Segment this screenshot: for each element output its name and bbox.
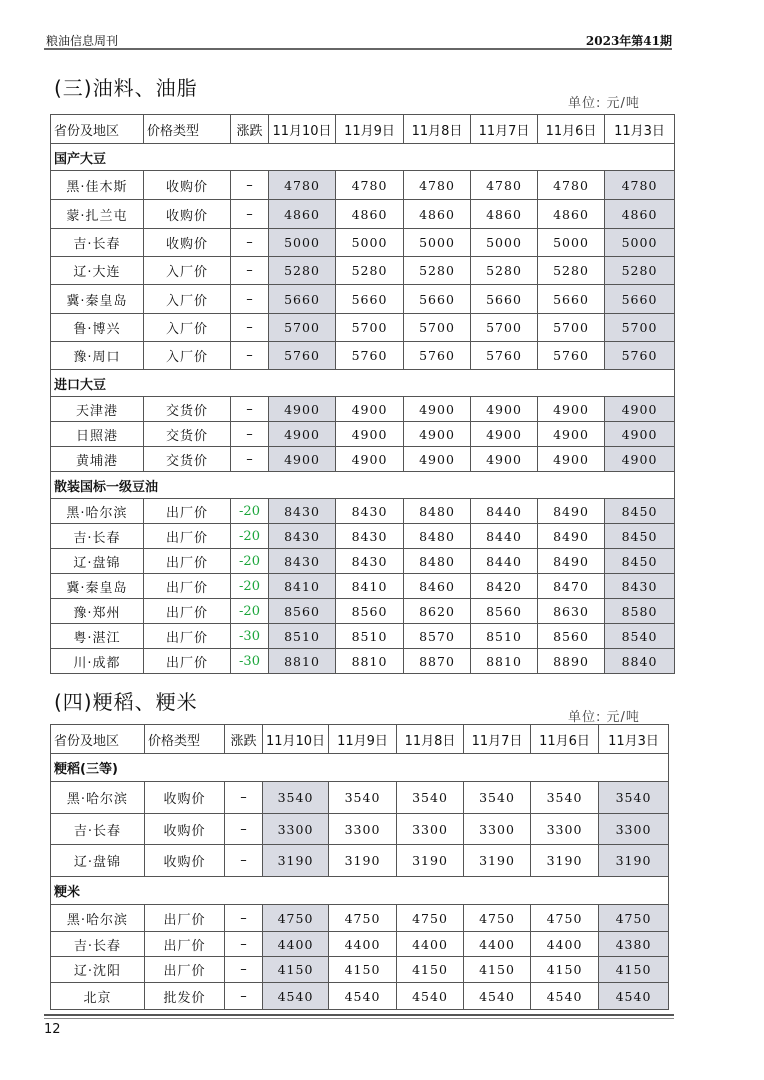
price-cell: 4400 xyxy=(531,932,599,957)
table-row xyxy=(51,574,675,599)
price-cell: 8430 xyxy=(269,549,336,574)
price-cell: 8840 xyxy=(605,649,675,674)
price-cell: 3540 xyxy=(263,782,329,814)
japonica-price-table xyxy=(50,724,669,1010)
price-cell: 3190 xyxy=(531,845,599,877)
table-row xyxy=(51,782,669,814)
price-cell: 5700 xyxy=(605,314,675,342)
table-row xyxy=(51,422,675,447)
price-cell: 3190 xyxy=(397,845,464,877)
price-cell: 4750 xyxy=(599,905,669,932)
price-cell: 4540 xyxy=(329,983,397,1010)
table-row xyxy=(51,549,675,574)
price-cell: 4780 xyxy=(404,171,471,200)
column-header: 省份及地区 xyxy=(51,115,144,144)
region-cell: 天津港 xyxy=(51,397,144,422)
price-cell: 5760 xyxy=(538,342,605,370)
price-cell: 4900 xyxy=(404,447,471,472)
oilseed-price-table xyxy=(50,114,675,674)
table-row xyxy=(51,397,675,422)
price-type-cell: 收购价 xyxy=(145,814,225,845)
price-cell: 5660 xyxy=(404,285,471,314)
column-header: 11月9日 xyxy=(336,115,404,144)
price-cell: 4150 xyxy=(397,957,464,983)
price-cell: 4150 xyxy=(263,957,329,983)
price-cell: 4380 xyxy=(599,932,669,957)
region-cell: 黑·哈尔滨 xyxy=(51,905,145,932)
region-cell: 豫·周口 xyxy=(51,342,144,370)
price-type-cell: 批发价 xyxy=(145,983,225,1010)
price-cell: 4900 xyxy=(269,422,336,447)
price-cell: 5660 xyxy=(269,285,336,314)
price-cell: 5660 xyxy=(471,285,538,314)
change-cell: – xyxy=(225,845,263,877)
price-cell: 8560 xyxy=(538,624,605,649)
price-type-cell: 入厂价 xyxy=(144,257,231,285)
change-cell: – xyxy=(231,257,269,285)
price-cell: 5280 xyxy=(269,257,336,285)
price-cell: 4750 xyxy=(263,905,329,932)
price-cell: 8440 xyxy=(471,524,538,549)
price-cell: 4900 xyxy=(538,422,605,447)
price-cell: 8450 xyxy=(605,499,675,524)
table-row xyxy=(51,649,675,674)
price-cell: 4900 xyxy=(471,422,538,447)
price-cell: 8810 xyxy=(336,649,404,674)
column-header: 价格类型 xyxy=(145,725,225,754)
price-cell: 8540 xyxy=(605,624,675,649)
price-cell: 8410 xyxy=(336,574,404,599)
price-cell: 4780 xyxy=(269,171,336,200)
price-cell: 4150 xyxy=(599,957,669,983)
price-cell: 4750 xyxy=(397,905,464,932)
price-cell: 3190 xyxy=(263,845,329,877)
table-header-row xyxy=(51,725,669,754)
change-cell: – xyxy=(225,932,263,957)
price-cell: 4860 xyxy=(269,200,336,229)
region-cell: 辽·沈阳 xyxy=(51,957,145,983)
group-label: 粳米 xyxy=(51,877,669,905)
price-cell: 5760 xyxy=(471,342,538,370)
price-cell: 5700 xyxy=(404,314,471,342)
price-cell: 5660 xyxy=(538,285,605,314)
price-cell: 8480 xyxy=(404,499,471,524)
table-row xyxy=(51,599,675,624)
region-cell: 黄埔港 xyxy=(51,447,144,472)
price-cell: 8560 xyxy=(471,599,538,624)
price-type-cell: 收购价 xyxy=(144,171,231,200)
price-cell: 4540 xyxy=(263,983,329,1010)
table-row xyxy=(51,285,675,314)
section4-title: (四)粳稻、粳米 xyxy=(54,690,198,714)
price-cell: 3300 xyxy=(531,814,599,845)
price-cell: 5700 xyxy=(269,314,336,342)
price-cell: 8870 xyxy=(404,649,471,674)
table-row xyxy=(51,342,675,370)
price-cell: 3540 xyxy=(531,782,599,814)
price-cell: 8430 xyxy=(605,574,675,599)
price-cell: 3300 xyxy=(464,814,531,845)
price-cell: 5760 xyxy=(404,342,471,370)
group-row xyxy=(51,754,669,782)
change-cell: – xyxy=(225,782,263,814)
column-header: 11月10日 xyxy=(269,115,336,144)
region-cell: 鲁·博兴 xyxy=(51,314,144,342)
change-cell: -20 xyxy=(231,549,269,574)
price-type-cell: 出厂价 xyxy=(145,957,225,983)
change-cell: – xyxy=(231,285,269,314)
price-cell: 4400 xyxy=(263,932,329,957)
footer-divider xyxy=(44,1014,674,1016)
group-row xyxy=(51,144,675,171)
price-cell: 4150 xyxy=(531,957,599,983)
table-row xyxy=(51,314,675,342)
price-cell: 5000 xyxy=(605,229,675,257)
price-cell: 5000 xyxy=(471,229,538,257)
price-cell: 4900 xyxy=(605,422,675,447)
column-header: 11月8日 xyxy=(404,115,471,144)
price-cell: 4750 xyxy=(531,905,599,932)
price-cell: 4150 xyxy=(464,957,531,983)
section3-unit: 单位: 元/吨 xyxy=(568,96,640,111)
price-cell: 8480 xyxy=(404,549,471,574)
table-row xyxy=(51,845,669,877)
price-cell: 8470 xyxy=(538,574,605,599)
change-cell: – xyxy=(231,200,269,229)
region-cell: 粤·湛江 xyxy=(51,624,144,649)
region-cell: 辽·大连 xyxy=(51,257,144,285)
price-cell: 4860 xyxy=(605,200,675,229)
price-cell: 8630 xyxy=(538,599,605,624)
column-header: 11月6日 xyxy=(531,725,599,754)
region-cell: 吉·长春 xyxy=(51,814,145,845)
price-cell: 3300 xyxy=(329,814,397,845)
column-header: 11月7日 xyxy=(471,115,538,144)
price-cell: 4400 xyxy=(397,932,464,957)
price-cell: 8510 xyxy=(269,624,336,649)
price-cell: 4540 xyxy=(464,983,531,1010)
change-cell: – xyxy=(225,814,263,845)
price-cell: 4540 xyxy=(397,983,464,1010)
group-row xyxy=(51,877,669,905)
price-cell: 4900 xyxy=(538,397,605,422)
price-cell: 4150 xyxy=(329,957,397,983)
price-cell: 8440 xyxy=(471,549,538,574)
region-cell: 冀·秦皇岛 xyxy=(51,574,144,599)
price-type-cell: 入厂价 xyxy=(144,314,231,342)
price-cell: 8430 xyxy=(336,549,404,574)
table-row xyxy=(51,932,669,957)
price-type-cell: 交货价 xyxy=(144,397,231,422)
price-cell: 8430 xyxy=(336,499,404,524)
column-header: 11月9日 xyxy=(329,725,397,754)
price-cell: 5000 xyxy=(269,229,336,257)
price-cell: 4900 xyxy=(269,397,336,422)
price-cell: 4860 xyxy=(538,200,605,229)
price-cell: 8580 xyxy=(605,599,675,624)
price-cell: 8570 xyxy=(404,624,471,649)
price-cell: 5280 xyxy=(404,257,471,285)
table-row xyxy=(51,447,675,472)
column-header: 11月6日 xyxy=(538,115,605,144)
region-cell: 吉·长春 xyxy=(51,229,144,257)
price-cell: 4540 xyxy=(599,983,669,1010)
group-label: 散装国标一级豆油 xyxy=(51,472,675,499)
price-cell: 5280 xyxy=(538,257,605,285)
price-type-cell: 收购价 xyxy=(145,845,225,877)
price-cell: 5000 xyxy=(336,229,404,257)
price-type-cell: 出厂价 xyxy=(144,524,231,549)
price-cell: 8420 xyxy=(471,574,538,599)
price-cell: 5660 xyxy=(336,285,404,314)
price-cell: 5700 xyxy=(538,314,605,342)
table-row xyxy=(51,957,669,983)
table-row xyxy=(51,229,675,257)
price-cell: 4900 xyxy=(605,447,675,472)
price-cell: 5280 xyxy=(471,257,538,285)
column-header: 价格类型 xyxy=(144,115,231,144)
region-cell: 豫·郑州 xyxy=(51,599,144,624)
change-cell: – xyxy=(231,397,269,422)
price-type-cell: 出厂价 xyxy=(144,599,231,624)
region-cell: 黑·佳木斯 xyxy=(51,171,144,200)
price-cell: 5000 xyxy=(538,229,605,257)
region-cell: 蒙·扎兰屯 xyxy=(51,200,144,229)
price-cell: 4900 xyxy=(404,422,471,447)
price-cell: 4900 xyxy=(336,422,404,447)
change-cell: – xyxy=(225,983,263,1010)
section4-unit: 单位: 元/吨 xyxy=(568,710,640,725)
price-cell: 3540 xyxy=(329,782,397,814)
price-cell: 8450 xyxy=(605,549,675,574)
price-cell: 4900 xyxy=(404,397,471,422)
change-cell: – xyxy=(225,905,263,932)
change-cell: -20 xyxy=(231,499,269,524)
price-cell: 5000 xyxy=(404,229,471,257)
price-cell: 8560 xyxy=(269,599,336,624)
price-cell: 8560 xyxy=(336,599,404,624)
region-cell: 黑·哈尔滨 xyxy=(51,499,144,524)
group-label: 粳稻(三等) xyxy=(51,754,669,782)
price-cell: 8430 xyxy=(336,524,404,549)
price-cell: 8450 xyxy=(605,524,675,549)
price-type-cell: 出厂价 xyxy=(144,549,231,574)
price-cell: 8410 xyxy=(269,574,336,599)
region-cell: 黑·哈尔滨 xyxy=(51,782,145,814)
change-cell: – xyxy=(231,342,269,370)
region-cell: 北京 xyxy=(51,983,145,1010)
table-row xyxy=(51,171,675,200)
page-number: 12 xyxy=(44,1022,61,1037)
price-cell: 3540 xyxy=(599,782,669,814)
price-cell: 5760 xyxy=(336,342,404,370)
change-cell: – xyxy=(231,314,269,342)
table-row xyxy=(51,983,669,1010)
price-cell: 4540 xyxy=(531,983,599,1010)
price-cell: 4750 xyxy=(464,905,531,932)
publication-title: 粮油信息周刊 xyxy=(46,34,119,48)
table-row xyxy=(51,499,675,524)
price-type-cell: 入厂价 xyxy=(144,342,231,370)
price-cell: 8490 xyxy=(538,499,605,524)
group-row xyxy=(51,472,675,499)
price-cell: 8810 xyxy=(471,649,538,674)
change-cell: – xyxy=(231,422,269,447)
price-type-cell: 收购价 xyxy=(144,200,231,229)
price-cell: 4780 xyxy=(471,171,538,200)
price-cell: 5660 xyxy=(605,285,675,314)
price-cell: 5760 xyxy=(605,342,675,370)
column-header: 11月3日 xyxy=(605,115,675,144)
price-type-cell: 出厂价 xyxy=(145,905,225,932)
price-type-cell: 收购价 xyxy=(145,782,225,814)
region-cell: 冀·秦皇岛 xyxy=(51,285,144,314)
price-cell: 8480 xyxy=(404,524,471,549)
column-header: 涨跌 xyxy=(225,725,263,754)
price-type-cell: 出厂价 xyxy=(144,499,231,524)
price-type-cell: 出厂价 xyxy=(144,649,231,674)
price-cell: 3300 xyxy=(397,814,464,845)
column-header: 涨跌 xyxy=(231,115,269,144)
price-cell: 4750 xyxy=(329,905,397,932)
group-label: 进口大豆 xyxy=(51,370,675,397)
price-cell: 4400 xyxy=(464,932,531,957)
price-cell: 4900 xyxy=(471,397,538,422)
table-row xyxy=(51,905,669,932)
price-cell: 4900 xyxy=(471,447,538,472)
price-cell: 4860 xyxy=(471,200,538,229)
section3-title: (三)油料、油脂 xyxy=(54,76,198,100)
price-type-cell: 出厂价 xyxy=(144,624,231,649)
column-header: 11月7日 xyxy=(464,725,531,754)
price-cell: 5280 xyxy=(336,257,404,285)
price-cell: 8890 xyxy=(538,649,605,674)
change-cell: – xyxy=(231,447,269,472)
price-cell: 8510 xyxy=(336,624,404,649)
price-cell: 4780 xyxy=(605,171,675,200)
column-header: 省份及地区 xyxy=(51,725,145,754)
price-cell: 8490 xyxy=(538,549,605,574)
region-cell: 吉·长春 xyxy=(51,932,145,957)
price-cell: 4780 xyxy=(538,171,605,200)
price-cell: 4900 xyxy=(605,397,675,422)
price-type-cell: 交货价 xyxy=(144,447,231,472)
table-row xyxy=(51,814,669,845)
change-cell: – xyxy=(225,957,263,983)
table-header-row xyxy=(51,115,675,144)
price-cell: 4860 xyxy=(404,200,471,229)
change-cell: -30 xyxy=(231,649,269,674)
issue-number: 2023年第41期 xyxy=(585,34,672,48)
change-cell: -20 xyxy=(231,599,269,624)
price-cell: 3300 xyxy=(263,814,329,845)
footer-divider-thin xyxy=(44,1018,674,1019)
price-cell: 3190 xyxy=(599,845,669,877)
price-cell: 4900 xyxy=(538,447,605,472)
change-cell: – xyxy=(231,171,269,200)
region-cell: 日照港 xyxy=(51,422,144,447)
change-cell: -30 xyxy=(231,624,269,649)
price-cell: 8620 xyxy=(404,599,471,624)
price-cell: 8460 xyxy=(404,574,471,599)
table-row xyxy=(51,257,675,285)
column-header: 11月8日 xyxy=(397,725,464,754)
price-cell: 8490 xyxy=(538,524,605,549)
price-cell: 3540 xyxy=(397,782,464,814)
region-cell: 辽·盘锦 xyxy=(51,549,144,574)
price-cell: 4860 xyxy=(336,200,404,229)
price-type-cell: 入厂价 xyxy=(144,285,231,314)
table-row xyxy=(51,624,675,649)
region-cell: 吉·长春 xyxy=(51,524,144,549)
price-cell: 8510 xyxy=(471,624,538,649)
price-cell: 5700 xyxy=(336,314,404,342)
price-cell: 8430 xyxy=(269,524,336,549)
group-label: 国产大豆 xyxy=(51,144,675,171)
price-type-cell: 出厂价 xyxy=(144,574,231,599)
price-type-cell: 收购价 xyxy=(144,229,231,257)
price-cell: 5280 xyxy=(605,257,675,285)
region-cell: 辽·盘锦 xyxy=(51,845,145,877)
column-header: 11月10日 xyxy=(263,725,329,754)
change-cell: – xyxy=(231,229,269,257)
change-cell: -20 xyxy=(231,524,269,549)
price-cell: 4780 xyxy=(336,171,404,200)
price-cell: 3190 xyxy=(464,845,531,877)
region-cell: 川·成都 xyxy=(51,649,144,674)
price-cell: 4900 xyxy=(269,447,336,472)
price-cell: 8440 xyxy=(471,499,538,524)
price-type-cell: 交货价 xyxy=(144,422,231,447)
price-cell: 3190 xyxy=(329,845,397,877)
price-cell: 3300 xyxy=(599,814,669,845)
group-row xyxy=(51,370,675,397)
price-type-cell: 出厂价 xyxy=(145,932,225,957)
price-cell: 5760 xyxy=(269,342,336,370)
table-row xyxy=(51,200,675,229)
table-row xyxy=(51,524,675,549)
price-cell: 4400 xyxy=(329,932,397,957)
header-divider xyxy=(44,48,672,50)
price-cell: 4900 xyxy=(336,397,404,422)
price-cell: 4900 xyxy=(336,447,404,472)
price-cell: 8430 xyxy=(269,499,336,524)
price-cell: 8810 xyxy=(269,649,336,674)
price-cell: 3540 xyxy=(464,782,531,814)
change-cell: -20 xyxy=(231,574,269,599)
column-header: 11月3日 xyxy=(599,725,669,754)
price-cell: 5700 xyxy=(471,314,538,342)
